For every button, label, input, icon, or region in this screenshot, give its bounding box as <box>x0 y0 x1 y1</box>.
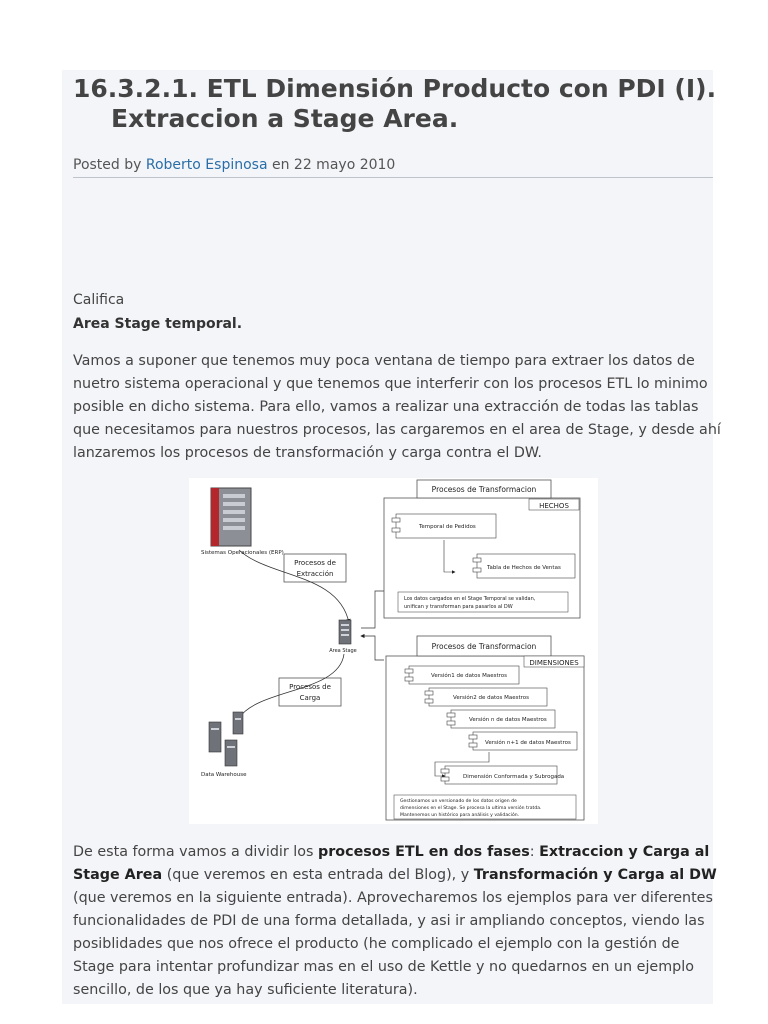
erp-label: Sistemas Operacionales (ERP) <box>201 550 284 556</box>
carga-label-1: Procesos de <box>289 683 331 691</box>
dim-step4: Versión n+1 de datos Maestros <box>485 740 571 746</box>
p2-text-c: : <box>529 844 540 860</box>
extraccion-label-2: Extracción <box>296 570 334 578</box>
post-date: en 22 mayo 2010 <box>271 157 396 173</box>
author-link[interactable]: Roberto Espinosa <box>145 157 268 173</box>
dim-step1: Versión1 de datos Maestros <box>431 673 507 679</box>
diagram-svg <box>189 478 598 824</box>
p2-bold-etl-fases: procesos ETL en dos fases <box>318 844 530 860</box>
rating-label: Califica <box>73 292 125 308</box>
p2-text-g: (que veremos en la siguiente entrada). Aprovecharemos los ejemplos para ver diferentes funcionalidades de PDI de una forma detallada, y asi ir ampliando conceptos, viendo las posiblidades que nos ofrece el producto (he complicado el ejemplo con la gestión de Stage para intentar profundizar mas en el uso de Kettle y no quedarnos en un ejemplo sencillo, de los que ya hay suficiente literatura). <box>73 890 713 998</box>
dimensiones-tag: DIMENSIONES <box>529 659 579 667</box>
hechos-note-2: unifican y transforman para pasarlos al DW <box>404 604 513 610</box>
p2-text-e: (que veremos en esta entrada del Blog), y <box>162 867 474 883</box>
section-subheading: Area Stage temporal. <box>73 316 243 332</box>
paragraph-intro: Vamos a suponer que tenemos muy poca ventana de tiempo para extraer los datos de nuetro sistema operacional y que tenemos que interferir con los procesos ETL lo minimo posible en dicho sistema. Para ello, vamos a realizar una extracción de todas las tablas que necesitamos para nuestros procesos, las cargaremos en el area de Stage, y desde ahí lanzaremos los procesos de transformación y carga contra el DW. <box>73 353 721 461</box>
dw-label: Data Warehouse <box>201 772 247 778</box>
dim-step3: Versión n de datos Maestros <box>469 717 547 723</box>
p2-text-a: De esta forma vamos a dividir los <box>73 844 319 860</box>
p2-bold-transformacion: Transformación y Carga al DW <box>473 867 717 883</box>
stage-server-icon <box>339 620 351 644</box>
erp-server-icon <box>211 488 251 546</box>
hechos-step2: Tabla de Hechos de Ventas <box>487 565 561 571</box>
etl-architecture-diagram <box>189 478 598 824</box>
hechos-tag: HECHOS <box>539 502 569 510</box>
paragraph-phases <box>73 841 723 1002</box>
post-byline <box>73 156 713 178</box>
carga-label-2: Carga <box>299 694 321 702</box>
extraccion-label-1: Procesos de <box>294 559 336 567</box>
hechos-note-1: Los datos cargados en el Stage Temporal se validan, <box>404 596 536 602</box>
stage-label: Area Stage <box>329 648 357 654</box>
p2-bold-extraccion: Extraccion y Carga al Stage Area <box>73 844 710 883</box>
dimensiones-panel <box>386 636 584 820</box>
connector-hechos <box>361 591 384 628</box>
hechos-panel <box>384 480 580 618</box>
dim-step5: Dimensión Conformada y Subrogada <box>463 774 565 780</box>
data-warehouse-icon <box>209 712 243 766</box>
dim-note-3: Mantenemos un histórico para análisis y validación. <box>400 813 520 818</box>
connector-dimensiones <box>361 636 384 660</box>
post-title[interactable]: 16.3.2.1. ETL Dimensión Producto con PDI (I). Extraccion a Stage Area. <box>73 74 717 133</box>
hechos-title: Procesos de Transformacion <box>431 485 537 494</box>
byline-prefix: Posted by <box>73 157 142 173</box>
dimensiones-title: Procesos de Transformacion <box>431 642 537 651</box>
dim-note-1: Gestionamos un versionado de los datos origen de <box>400 799 517 804</box>
hechos-step1: Temporal de Pedidos <box>419 524 476 530</box>
dim-step2: Versión2 de datos Maestros <box>453 695 529 701</box>
dim-note-2: dimensiones en el Stage. Se procesa la ultima versión tratda. <box>400 806 542 811</box>
